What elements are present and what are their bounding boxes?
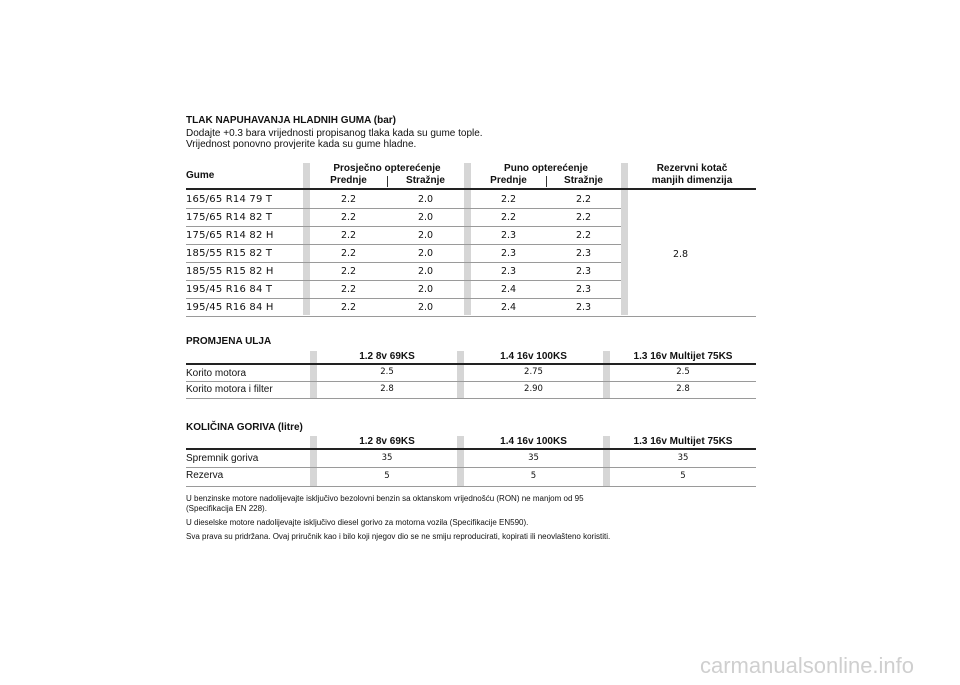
oil-band — [310, 351, 317, 398]
row-divider — [186, 486, 756, 487]
tyre-col-spare-2: manjih dimenzija — [651, 175, 733, 186]
fuel-band — [457, 436, 464, 487]
avg-front-pressure: 2.2 — [340, 248, 357, 259]
header-divider — [546, 176, 547, 187]
full-front-pressure: 2.3 — [500, 230, 517, 241]
tyre-col-avg-front: Prednje — [330, 175, 367, 186]
row-divider — [186, 244, 621, 245]
oil-row-label: Korito motora — [186, 368, 247, 379]
spare-wheel-pressure: 2.8 — [672, 249, 689, 260]
oil-value: 2.8 — [380, 384, 394, 394]
footnote-diesel: U dieselske motore nadolijevajte isključivo diesel gorivo za motorna vozila (Specifikacije EN590). — [186, 518, 529, 527]
oil-engine-3: 1.3 16v Multijet 75KS — [633, 351, 733, 362]
avg-front-pressure: 2.2 — [340, 194, 357, 205]
fuel-value: 5 — [384, 471, 390, 481]
oil-value: 2.75 — [524, 367, 543, 377]
row-divider — [186, 226, 621, 227]
avg-front-pressure: 2.2 — [340, 230, 357, 241]
tyre-header-rule — [186, 188, 756, 190]
fuel-engine-2: 1.4 16v 100KS — [500, 436, 567, 447]
full-rear-pressure: 2.2 — [575, 230, 592, 241]
full-rear-pressure: 2.3 — [575, 248, 592, 259]
fuel-band — [310, 436, 317, 487]
fuel-value: 35 — [381, 453, 393, 463]
tyre-col-spare-1: Rezervni kotač — [656, 163, 728, 174]
tyre-note-warm: Dodajte +0.3 bara vrijednosti propisanog tlaka kada su gume tople. — [186, 128, 483, 139]
avg-front-pressure: 2.2 — [340, 284, 357, 295]
full-rear-pressure: 2.2 — [575, 194, 592, 205]
row-divider — [186, 398, 756, 399]
avg-rear-pressure: 2.0 — [417, 248, 434, 259]
full-front-pressure: 2.4 — [500, 284, 517, 295]
oil-band — [603, 351, 610, 398]
watermark: carmanualsonline.info — [700, 653, 915, 678]
tyre-size: 165/65 R14 79 T — [186, 194, 273, 205]
full-front-pressure: 2.2 — [500, 212, 517, 223]
oil-section-title: PROMJENA ULJA — [186, 336, 272, 347]
tyre-size: 195/45 R16 84 T — [186, 284, 273, 295]
avg-rear-pressure: 2.0 — [417, 230, 434, 241]
fuel-header-rule — [186, 448, 756, 450]
fuel-row-label: Rezerva — [186, 470, 224, 481]
tyre-size: 175/65 R14 82 H — [186, 230, 274, 241]
tyre-col-avg-rear: Stražnje — [406, 175, 445, 186]
tyre-col-avg-load: Prosječno opterećenje — [333, 163, 441, 174]
tyre-col-gume: Gume — [186, 170, 215, 181]
oil-value: 2.5 — [676, 367, 690, 377]
row-divider — [186, 316, 756, 317]
fuel-section-title: KOLIČINA GORIVA (litre) — [186, 422, 303, 433]
full-rear-pressure: 2.2 — [575, 212, 592, 223]
tyre-note-cold: Vrijednost ponovno provjerite kada su gume hladne. — [186, 139, 417, 150]
tyre-size: 195/45 R16 84 H — [186, 302, 274, 313]
fuel-value: 5 — [530, 471, 537, 481]
tyre-size: 175/65 R14 82 T — [186, 212, 273, 223]
oil-engine-1: 1.2 8v 69KS — [359, 351, 415, 362]
fuel-value: 35 — [528, 453, 539, 463]
oil-band — [457, 351, 464, 398]
full-rear-pressure: 2.3 — [575, 266, 592, 277]
row-divider — [186, 467, 756, 468]
full-rear-pressure: 2.3 — [575, 284, 592, 295]
tyre-section-title: TLAK NAPUHAVANJA HLADNIH GUMA (bar) — [186, 115, 396, 126]
oil-value: 2.5 — [380, 367, 394, 377]
tyre-band — [621, 163, 628, 315]
avg-front-pressure: 2.2 — [340, 212, 357, 223]
oil-row-label: Korito motora i filter — [186, 384, 273, 395]
fuel-row-label: Spremnik goriva — [186, 453, 259, 464]
avg-rear-pressure: 2.0 — [417, 194, 434, 205]
tyre-size: 185/55 R15 82 H — [186, 266, 274, 277]
fuel-engine-1: 1.2 8v 69KS — [359, 436, 415, 447]
oil-engine-2: 1.4 16v 100KS — [500, 351, 567, 362]
oil-value: 2.8 — [676, 384, 690, 394]
fuel-value: 5 — [680, 471, 686, 481]
footnote-petrol-spec: (Specifikacija EN 228). — [186, 504, 267, 513]
avg-rear-pressure: 2.0 — [417, 212, 434, 223]
row-divider — [186, 298, 621, 299]
oil-value: 2.90 — [524, 384, 543, 394]
fuel-value: 35 — [677, 453, 689, 463]
row-divider — [186, 381, 756, 382]
full-front-pressure: 2.4 — [500, 302, 517, 313]
footnote-copyright: Sva prava su pridržana. Ovaj priručnik kao i bilo koji njegov dio se ne smiju reproducirati, kopirati ili neovlašteno koristiti. — [186, 532, 611, 541]
tyre-size: 185/55 R15 82 T — [186, 248, 273, 259]
full-front-pressure: 2.3 — [500, 266, 517, 277]
tyre-band — [303, 163, 310, 315]
fuel-engine-3: 1.3 16v Multijet 75KS — [633, 436, 733, 447]
row-divider — [186, 208, 621, 209]
full-front-pressure: 2.2 — [500, 194, 517, 205]
full-rear-pressure: 2.3 — [575, 302, 592, 313]
avg-front-pressure: 2.2 — [340, 266, 357, 277]
fuel-band — [603, 436, 610, 487]
avg-rear-pressure: 2.0 — [417, 302, 434, 313]
full-front-pressure: 2.3 — [500, 248, 517, 259]
tyre-col-full-front: Prednje — [490, 175, 527, 186]
tyre-band — [464, 163, 471, 315]
oil-header-rule — [186, 363, 756, 365]
avg-rear-pressure: 2.0 — [417, 284, 434, 295]
row-divider — [186, 262, 621, 263]
tyre-col-full-load: Puno opterećenje — [504, 163, 588, 174]
avg-rear-pressure: 2.0 — [417, 266, 434, 277]
avg-front-pressure: 2.2 — [340, 302, 357, 313]
header-divider — [387, 176, 388, 187]
footnote-petrol: U benzinske motore nadolijevajte isključivo bezolovni benzin sa oktanskom vrijednošću (RON) ne manjom od 95 — [186, 494, 584, 503]
tyre-col-full-rear: Stražnje — [564, 175, 603, 186]
row-divider — [186, 280, 621, 281]
